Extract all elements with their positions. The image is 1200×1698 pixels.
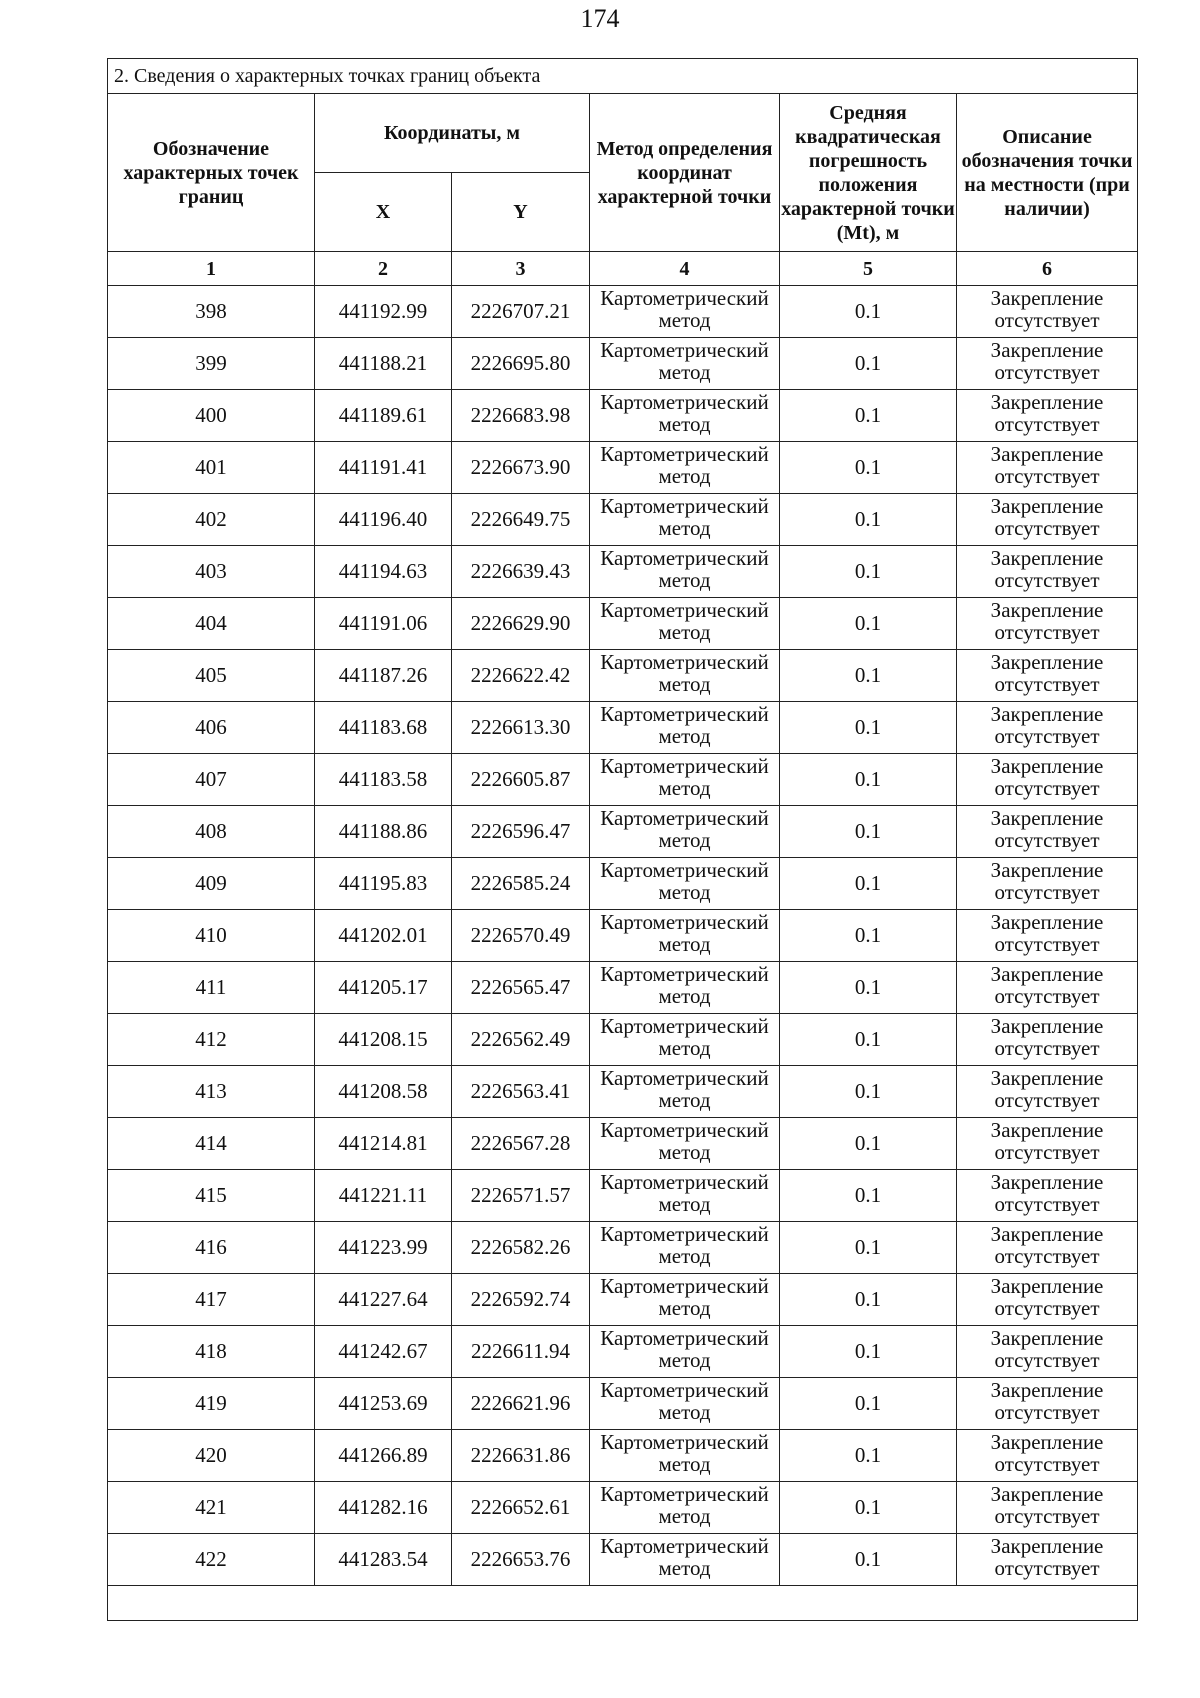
y-coordinate-cell: 2226673.90 [452,442,590,494]
column-numbers-row [108,252,1138,286]
header-description: Описание обозначения точки на местности (при наличии) [957,94,1138,252]
x-coordinate-cell: 441253.69 [315,1378,452,1430]
point-id-cell: 403 [108,546,315,598]
table-row [108,650,1138,702]
description-line: Закрепление [990,1170,1104,1194]
error-cell: 0.1 [780,806,957,858]
description-line: отсутствует [994,1452,1100,1476]
method-line: метод [658,360,711,384]
header-coordinates: Координаты, м [315,94,590,173]
x-coordinate-cell: 441187.26 [315,650,452,702]
method-cell [590,1274,780,1326]
description-cell [957,858,1138,910]
table-row [108,1430,1138,1482]
point-id-cell: 411 [108,962,315,1014]
point-id-cell: 410 [108,910,315,962]
y-coordinate-cell: 2226605.87 [452,754,590,806]
method-cell [590,338,780,390]
x-coordinate-cell: 441242.67 [315,1326,452,1378]
point-id-cell: 407 [108,754,315,806]
description-line: Закрепление [990,806,1104,830]
method-line: Картометрический [600,1118,769,1142]
method-line: метод [658,1036,711,1060]
point-id-cell: 409 [108,858,315,910]
error-cell: 0.1 [780,598,957,650]
description-line: отсутствует [994,1036,1100,1060]
error-cell: 0.1 [780,1534,957,1586]
x-coordinate-cell: 441282.16 [315,1482,452,1534]
method-line: Картометрический [600,546,769,570]
method-line: метод [658,672,711,696]
method-cell [590,754,780,806]
method-cell [590,962,780,1014]
point-id-cell: 404 [108,598,315,650]
description-cell [957,494,1138,546]
point-id-cell: 421 [108,1482,315,1534]
method-line: Картометрический [600,286,769,310]
table-row [108,494,1138,546]
header-designation: Обозначение характерных точек границ [108,94,315,252]
method-line: Картометрический [600,494,769,518]
description-cell [957,1222,1138,1274]
method-line: метод [658,568,711,592]
column-number: 2 [315,252,452,286]
description-line: отсутствует [994,620,1100,644]
y-coordinate-cell: 2226707.21 [452,286,590,338]
y-coordinate-cell: 2226629.90 [452,598,590,650]
method-cell [590,1378,780,1430]
table-row [108,1326,1138,1378]
table-row [108,1482,1138,1534]
column-number: 1 [108,252,315,286]
description-cell [957,1534,1138,1586]
point-id-cell: 418 [108,1326,315,1378]
y-coordinate-cell: 2226592.74 [452,1274,590,1326]
point-id-cell: 422 [108,1534,315,1586]
y-coordinate-cell: 2226585.24 [452,858,590,910]
method-cell [590,910,780,962]
description-line: отсутствует [994,1244,1100,1268]
method-line: метод [658,1504,711,1528]
method-line: Картометрический [600,1274,769,1298]
error-cell: 0.1 [780,1222,957,1274]
method-line: метод [658,1244,711,1268]
description-cell [957,806,1138,858]
table-row [108,1066,1138,1118]
table-row [108,1534,1138,1586]
description-line: Закрепление [990,702,1104,726]
method-line: метод [658,620,711,644]
y-coordinate-cell: 2226652.61 [452,1482,590,1534]
description-cell [957,1066,1138,1118]
description-line: Закрепление [990,1378,1104,1402]
method-cell [590,1534,780,1586]
description-line: Закрепление [990,1014,1104,1038]
description-line: Закрепление [990,910,1104,934]
method-line: Картометрический [600,1534,769,1558]
error-cell: 0.1 [780,1378,957,1430]
method-line: метод [658,464,711,488]
description-line: отсутствует [994,568,1100,592]
description-line: отсутствует [994,1296,1100,1320]
method-line: Картометрический [600,1430,769,1454]
y-coordinate-cell: 2226649.75 [452,494,590,546]
table-row [108,1222,1138,1274]
description-line: Закрепление [990,494,1104,518]
point-id-cell: 398 [108,286,315,338]
point-id-cell: 413 [108,1066,315,1118]
method-line: метод [658,308,711,332]
table-row [108,962,1138,1014]
table-row [108,546,1138,598]
description-cell [957,1326,1138,1378]
method-cell [590,1482,780,1534]
table-row [108,286,1138,338]
description-line: Закрепление [990,1534,1104,1558]
error-cell: 0.1 [780,442,957,494]
table-row [108,338,1138,390]
description-line: Закрепление [990,390,1104,414]
description-line: отсутствует [994,932,1100,956]
column-number: 5 [780,252,957,286]
method-line: метод [658,776,711,800]
method-line: метод [658,1192,711,1216]
description-line: Закрепление [990,1222,1104,1246]
method-cell [590,286,780,338]
error-cell: 0.1 [780,286,957,338]
method-cell [590,390,780,442]
method-cell [590,806,780,858]
description-line: отсутствует [994,516,1100,540]
x-coordinate-cell: 441191.41 [315,442,452,494]
table-row [108,598,1138,650]
description-cell [957,1014,1138,1066]
x-coordinate-cell: 441223.99 [315,1222,452,1274]
error-cell: 0.1 [780,1014,957,1066]
error-cell: 0.1 [780,702,957,754]
method-line: Картометрический [600,1222,769,1246]
y-coordinate-cell: 2226562.49 [452,1014,590,1066]
method-line: метод [658,932,711,956]
point-id-cell: 419 [108,1378,315,1430]
table-row [108,1274,1138,1326]
error-cell: 0.1 [780,1118,957,1170]
point-id-cell: 401 [108,442,315,494]
description-cell [957,338,1138,390]
table-row [108,1118,1138,1170]
description-cell [957,650,1138,702]
method-line: метод [658,1088,711,1112]
x-coordinate-cell: 441195.83 [315,858,452,910]
method-line: метод [658,1556,711,1580]
description-line: отсутствует [994,1088,1100,1112]
error-cell: 0.1 [780,1482,957,1534]
description-cell [957,1378,1138,1430]
description-line: Закрепление [990,1430,1104,1454]
method-line: метод [658,1400,711,1424]
method-line: Картометрический [600,858,769,882]
error-cell: 0.1 [780,910,957,962]
description-cell [957,1482,1138,1534]
table-row [108,442,1138,494]
method-line: метод [658,1452,711,1476]
description-line: отсутствует [994,1348,1100,1372]
description-line: отсутствует [994,1140,1100,1164]
description-line: Закрепление [990,962,1104,986]
x-coordinate-cell: 441183.68 [315,702,452,754]
x-coordinate-cell: 441188.21 [315,338,452,390]
error-cell: 0.1 [780,1066,957,1118]
description-line: отсутствует [994,360,1100,384]
column-number: 4 [590,252,780,286]
column-number: 6 [957,252,1138,286]
y-coordinate-cell: 2226621.96 [452,1378,590,1430]
section-title: 2. Сведения о характерных точках границ объекта [108,59,1138,94]
table-row [108,702,1138,754]
method-line: метод [658,516,711,540]
description-line: отсутствует [994,776,1100,800]
x-coordinate-cell: 441183.58 [315,754,452,806]
description-line: Закрепление [990,1326,1104,1350]
description-cell [957,286,1138,338]
x-coordinate-cell: 441196.40 [315,494,452,546]
page-number: 174 [580,4,620,33]
description-line: Закрепление [990,858,1104,882]
x-coordinate-cell: 441189.61 [315,390,452,442]
x-coordinate-cell: 441208.15 [315,1014,452,1066]
point-id-cell: 417 [108,1274,315,1326]
table-body [108,286,1138,1586]
y-coordinate-cell: 2226683.98 [452,390,590,442]
y-coordinate-cell: 2226567.28 [452,1118,590,1170]
error-cell: 0.1 [780,754,957,806]
description-line: отсутствует [994,1192,1100,1216]
x-coordinate-cell: 441214.81 [315,1118,452,1170]
method-cell [590,442,780,494]
description-line: отсутствует [994,412,1100,436]
table-row [108,1170,1138,1222]
column-number: 3 [452,252,590,286]
point-id-cell: 412 [108,1014,315,1066]
description-line: Закрепление [990,1482,1104,1506]
method-cell [590,702,780,754]
method-line: Картометрический [600,962,769,986]
method-cell [590,858,780,910]
method-line: Картометрический [600,598,769,622]
header-method: Метод определения координат характерной точки [590,94,780,252]
description-line: отсутствует [994,724,1100,748]
y-coordinate-cell: 2226565.47 [452,962,590,1014]
y-coordinate-cell: 2226695.80 [452,338,590,390]
description-cell [957,1274,1138,1326]
description-line: Закрепление [990,286,1104,310]
description-cell [957,962,1138,1014]
description-line: Закрепление [990,338,1104,362]
y-coordinate-cell: 2226639.43 [452,546,590,598]
x-coordinate-cell: 441202.01 [315,910,452,962]
description-line: отсутствует [994,984,1100,1008]
y-coordinate-cell: 2226596.47 [452,806,590,858]
method-line: Картометрический [600,1066,769,1090]
table-row [108,1014,1138,1066]
point-id-cell: 414 [108,1118,315,1170]
method-cell [590,1014,780,1066]
header-x: X [315,173,452,252]
method-line: метод [658,828,711,852]
description-cell [957,1118,1138,1170]
table-row [108,1378,1138,1430]
empty-cell [108,1586,1138,1621]
point-id-cell: 405 [108,650,315,702]
x-coordinate-cell: 441227.64 [315,1274,452,1326]
description-cell [957,702,1138,754]
description-line: Закрепление [990,1118,1104,1142]
description-line: отсутствует [994,1504,1100,1528]
table-row [108,390,1138,442]
error-cell: 0.1 [780,390,957,442]
description-cell [957,910,1138,962]
error-cell: 0.1 [780,1326,957,1378]
method-cell [590,1066,780,1118]
method-line: метод [658,880,711,904]
method-line: Картометрический [600,1326,769,1350]
x-coordinate-cell: 441208.58 [315,1066,452,1118]
y-coordinate-cell: 2226571.57 [452,1170,590,1222]
method-line: Картометрический [600,650,769,674]
method-cell [590,650,780,702]
method-line: Картометрический [600,1378,769,1402]
description-cell [957,1430,1138,1482]
method-cell [590,546,780,598]
description-cell [957,1170,1138,1222]
description-line: отсутствует [994,828,1100,852]
y-coordinate-cell: 2226570.49 [452,910,590,962]
description-line: отсутствует [994,1556,1100,1580]
method-line: Картометрический [600,442,769,466]
method-line: Картометрический [600,910,769,934]
method-line: метод [658,1348,711,1372]
method-line: метод [658,1140,711,1164]
method-line: метод [658,1296,711,1320]
method-line: метод [658,984,711,1008]
point-id-cell: 408 [108,806,315,858]
method-line: Картометрический [600,338,769,362]
y-coordinate-cell: 2226611.94 [452,1326,590,1378]
method-line: Картометрический [600,1482,769,1506]
y-coordinate-cell: 2226582.26 [452,1222,590,1274]
empty-footer-row [108,1586,1138,1621]
error-cell: 0.1 [780,962,957,1014]
error-cell: 0.1 [780,858,957,910]
y-coordinate-cell: 2226622.42 [452,650,590,702]
x-coordinate-cell: 441221.11 [315,1170,452,1222]
header-error: Средняя квадратическая погрешность положения характерной точки (Mt), м [780,94,957,252]
method-line: Картометрический [600,1014,769,1038]
x-coordinate-cell: 441283.54 [315,1534,452,1586]
description-line: Закрепление [990,1274,1104,1298]
header-y: Y [452,173,590,252]
description-line: Закрепление [990,1066,1104,1090]
method-line: метод [658,724,711,748]
method-line: метод [658,412,711,436]
method-line: Картометрический [600,806,769,830]
table-row [108,910,1138,962]
error-cell: 0.1 [780,1170,957,1222]
point-id-cell: 406 [108,702,315,754]
boundary-points-table [107,58,1138,1621]
error-cell: 0.1 [780,494,957,546]
method-cell [590,598,780,650]
point-id-cell: 416 [108,1222,315,1274]
x-coordinate-cell: 441191.06 [315,598,452,650]
x-coordinate-cell: 441188.86 [315,806,452,858]
error-cell: 0.1 [780,1430,957,1482]
point-id-cell: 400 [108,390,315,442]
description-line: отсутствует [994,464,1100,488]
method-cell [590,1170,780,1222]
description-line: Закрепление [990,442,1104,466]
description-line: отсутствует [994,308,1100,332]
x-coordinate-cell: 441194.63 [315,546,452,598]
description-line: отсутствует [994,1400,1100,1424]
method-line: Картометрический [600,702,769,726]
point-id-cell: 420 [108,1430,315,1482]
table-row [108,858,1138,910]
x-coordinate-cell: 441266.89 [315,1430,452,1482]
point-id-cell: 415 [108,1170,315,1222]
description-line: Закрепление [990,598,1104,622]
method-cell [590,1430,780,1482]
description-cell [957,390,1138,442]
method-line: Картометрический [600,390,769,414]
point-id-cell: 402 [108,494,315,546]
description-cell [957,754,1138,806]
method-line: Картометрический [600,754,769,778]
error-cell: 0.1 [780,546,957,598]
method-cell [590,494,780,546]
method-cell [590,1222,780,1274]
description-cell [957,442,1138,494]
x-coordinate-cell: 441205.17 [315,962,452,1014]
y-coordinate-cell: 2226631.86 [452,1430,590,1482]
y-coordinate-cell: 2226613.30 [452,702,590,754]
error-cell: 0.1 [780,1274,957,1326]
method-cell [590,1118,780,1170]
description-line: отсутствует [994,880,1100,904]
error-cell: 0.1 [780,650,957,702]
description-cell [957,598,1138,650]
x-coordinate-cell: 441192.99 [315,286,452,338]
description-cell [957,546,1138,598]
method-line: Картометрический [600,1170,769,1194]
point-id-cell: 399 [108,338,315,390]
table-row [108,806,1138,858]
description-line: Закрепление [990,754,1104,778]
y-coordinate-cell: 2226563.41 [452,1066,590,1118]
description-line: Закрепление [990,650,1104,674]
error-cell: 0.1 [780,338,957,390]
description-line: отсутствует [994,672,1100,696]
method-cell [590,1326,780,1378]
table-row [108,754,1138,806]
y-coordinate-cell: 2226653.76 [452,1534,590,1586]
description-line: Закрепление [990,546,1104,570]
